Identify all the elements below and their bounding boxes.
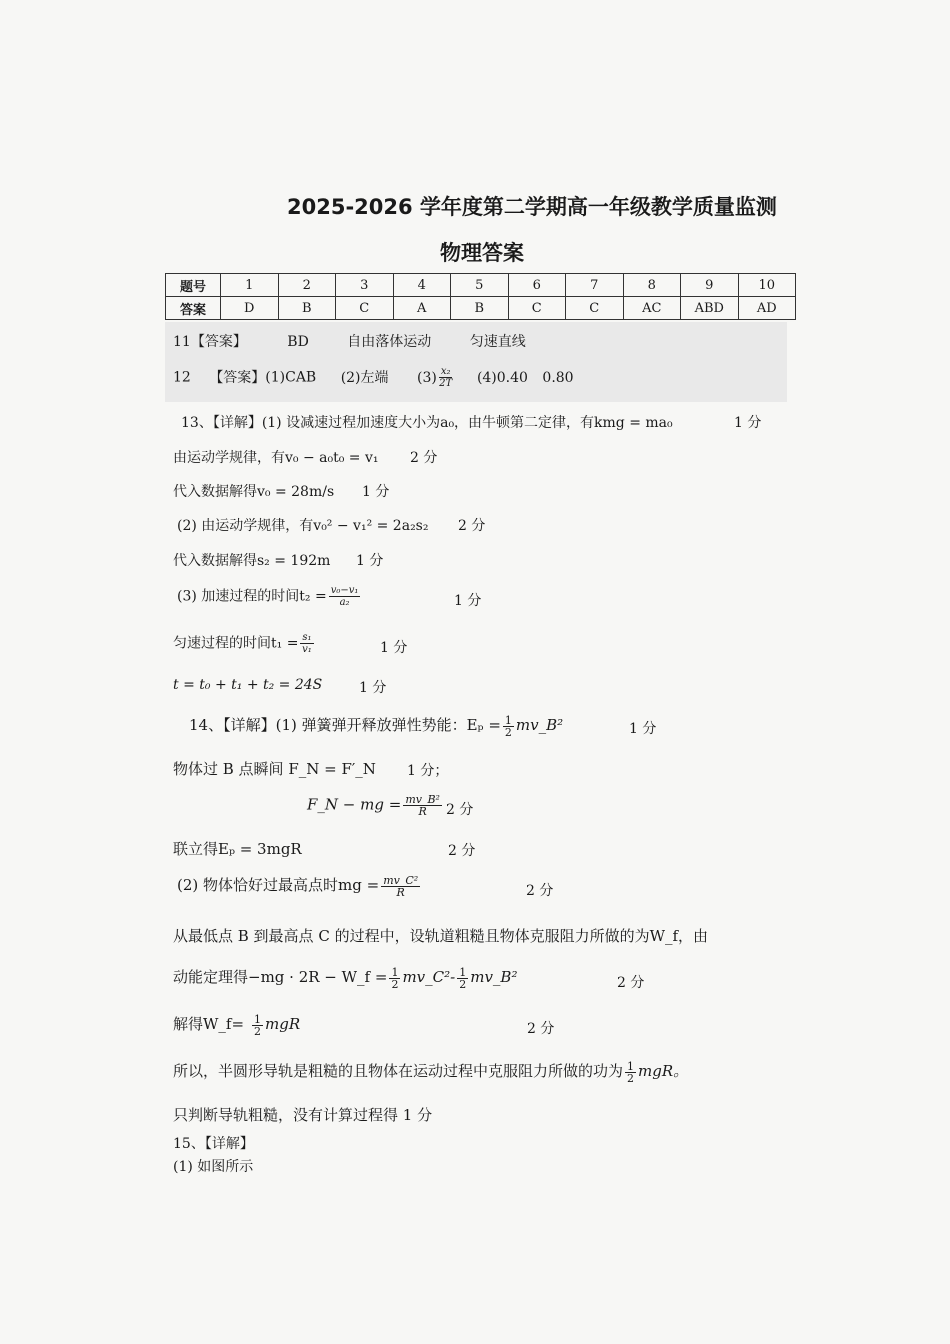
table-cell: A — [393, 297, 451, 320]
q13-line-7-score: 1 分 — [380, 640, 408, 656]
q13-line-7-num: s₁ — [302, 632, 312, 643]
q14-line-7-den-2: 2 — [459, 977, 467, 991]
q11-line — [173, 331, 526, 351]
q14-line-8-den: 2 — [254, 1024, 262, 1038]
q13-line-1-text: 13、【详解】(1) 设减速过程加速度大小为a₀，由牛顿第二定律，有kmg = ma₀ — [181, 415, 673, 431]
q13-line-6-num: v₀−v₁ — [330, 585, 359, 596]
q13-line-4: (2) 由运动学规律，有v₀² − v₁² = 2a₂s₂ — [177, 518, 429, 534]
table-cell: 10 — [738, 274, 796, 297]
q14-line-7-fraction-2 — [457, 967, 468, 990]
q14-line-1-num: 1 — [504, 713, 512, 727]
q13-line-6-score: 1 分 — [454, 593, 482, 609]
q14-line-7 — [173, 966, 517, 990]
q13-line-6 — [177, 585, 362, 608]
q12-part-3: (3) — [416, 369, 437, 386]
q14-line-7-mid: mv_C²- — [402, 968, 456, 986]
q14-line-6: 从最低点 B 到最高点 C 的过程中，设轨道粗糙且物体克服阻力所做的为W_f，由 — [173, 927, 709, 945]
table-cell: B — [451, 297, 509, 320]
q13-line-2-score: 2 分 — [410, 450, 438, 466]
q13-line-5: 代入数据解得s₂ = 192m — [173, 553, 331, 569]
q14-line-2: 物体过 B 点瞬间 F_N = F′_N — [173, 760, 376, 778]
q12-part-4: (4)0.40 — [476, 369, 528, 386]
document-title: 2025-2026 学年度第二学期高一年级教学质量监测 — [287, 195, 777, 219]
table-cell: AC — [623, 297, 681, 320]
q13-line-1 — [181, 412, 673, 432]
q12-tag: 【答案】 — [209, 369, 266, 386]
table-cell: 1 — [221, 274, 279, 297]
table-cell: ABD — [681, 297, 739, 320]
q14-line-7-den-1: 2 — [391, 977, 399, 991]
q14-line-1-text: 14、【详解】(1) 弹簧弹开释放弹性势能：Eₚ = — [189, 716, 501, 734]
q14-line-8-text: 解得W_f= — [173, 1015, 245, 1033]
q13-line-1-score: 1 分 — [734, 415, 762, 431]
q14-line-9-tail: mgR。 — [638, 1062, 689, 1080]
q12-fraction-num: x₂ — [440, 366, 451, 377]
q15-line-1: 15、【详解】 — [173, 1136, 254, 1152]
q14-line-5-score: 2 分 — [526, 883, 554, 899]
q12-part-5: 0.80 — [542, 369, 574, 386]
q14-line-3-num: mv_B² — [405, 793, 440, 806]
document-subtitle: 物理答案 — [440, 241, 524, 265]
q14-line-8-num: 1 — [254, 1012, 262, 1026]
q14-line-3-text: F_N − mg = — [307, 795, 402, 814]
q14-line-1-score: 1 分 — [629, 721, 657, 737]
row-label-answers: 答案 — [166, 297, 221, 320]
q13-line-7 — [173, 632, 316, 655]
table-cell: C — [336, 297, 394, 320]
table-cell: 9 — [681, 274, 739, 297]
row-label-numbers: 题号 — [166, 274, 221, 297]
q14-line-5-text: (2) 物体恰好过最高点时mg = — [177, 876, 380, 894]
q14-line-4: 联立得Eₚ = 3mgR — [173, 840, 302, 858]
q14-line-7-text: 动能定理得−mg · 2R − W_f = — [173, 968, 388, 986]
q14-line-5 — [177, 874, 422, 898]
q14-line-5-fraction — [381, 875, 420, 898]
q15-line-2: (1) 如图所示 — [173, 1159, 254, 1175]
q14-line-8-fraction — [252, 1014, 263, 1037]
q11-answer-1: BD — [287, 334, 309, 350]
q14-line-7-fraction-1 — [389, 967, 400, 990]
q14-line-8-score: 2 分 — [527, 1021, 555, 1037]
q14-line-3-score: 2 分 — [446, 802, 474, 818]
q14-line-1 — [189, 714, 563, 738]
q12-part-1: (1)CAB — [265, 369, 317, 386]
q14-line-3 — [307, 794, 444, 817]
table-cell: 7 — [566, 274, 624, 297]
q14-line-9-num: 1 — [627, 1059, 635, 1073]
q11-tag: 【答案】 — [190, 334, 247, 350]
answer-table — [165, 273, 796, 320]
q12-line — [173, 366, 574, 389]
q13-line-5-score: 1 分 — [356, 553, 384, 569]
q14-line-5-num: mv_C² — [383, 873, 419, 887]
q14-line-2-score: 1 分； — [407, 763, 449, 779]
table-cell: D — [221, 297, 279, 320]
table-cell: 5 — [451, 274, 509, 297]
q11-number: 11 — [173, 334, 191, 350]
table-cell: 2 — [278, 274, 336, 297]
q13-line-8: t = t₀ + t₁ + t₂ = 24S — [173, 677, 323, 693]
q12-fraction-den: 2T — [439, 378, 453, 389]
q13-line-3: 代入数据解得v₀ = 28m/s — [173, 484, 335, 500]
q11-answer-3: 匀速直线 — [469, 334, 526, 350]
q14-line-8 — [173, 1013, 300, 1037]
q14-line-9-text: 所以，半圆形导轨是粗糙的且物体在运动过程中克服阻力所做的功为 — [173, 1062, 624, 1080]
q14-line-10: 只判断导轨粗糙，没有计算过程得 1 分 — [173, 1106, 433, 1124]
q14-line-3-fraction — [403, 794, 442, 817]
q14-line-1-fraction — [503, 715, 514, 738]
q12-fraction — [439, 366, 453, 389]
q13-line-7-text: 匀速过程的时间t₁ = — [173, 635, 299, 652]
q14-line-5-den: R — [396, 885, 405, 899]
table-cell: B — [278, 297, 336, 320]
table-cell: AD — [738, 297, 796, 320]
q12-part-2: (2)左端 — [340, 369, 389, 386]
table-cell: C — [566, 297, 624, 320]
table-row-numbers — [166, 274, 796, 297]
table-cell: 3 — [336, 274, 394, 297]
q13-line-3-score: 1 分 — [362, 484, 390, 500]
table-row-answers — [166, 297, 796, 320]
q13-line-4-score: 2 分 — [458, 518, 486, 534]
q14-line-9-den: 2 — [627, 1071, 635, 1085]
q14-line-7-num-2: 1 — [459, 965, 467, 979]
q14-line-4-score: 2 分 — [448, 843, 476, 859]
q13-line-7-fraction — [300, 632, 313, 655]
q14-line-1-den: 2 — [504, 725, 512, 739]
q14-line-8-tail: mgR — [265, 1015, 301, 1033]
table-cell: 8 — [623, 274, 681, 297]
q13-line-8-score: 1 分 — [359, 680, 387, 696]
q14-line-7-score: 2 分 — [617, 975, 645, 991]
q13-line-2: 由运动学规律，有v₀ − a₀t₀ = v₁ — [173, 450, 379, 466]
q13-line-6-text: (3) 加速过程的时间t₂ = — [177, 588, 327, 605]
q14-line-7-num-1: 1 — [391, 965, 399, 979]
q14-line-1-tail: mv_B² — [515, 716, 564, 734]
q14-line-7-tail: mv_B² — [470, 968, 518, 986]
q13-line-6-fraction — [329, 585, 361, 608]
q14-line-9-fraction — [625, 1061, 636, 1084]
table-cell: 6 — [508, 274, 566, 297]
q14-line-9 — [173, 1060, 688, 1084]
table-cell: 4 — [393, 274, 451, 297]
q13-line-7-den: v₁ — [302, 644, 312, 655]
q11-answer-2: 自由落体运动 — [347, 334, 432, 350]
q13-line-6-den: a₂ — [339, 597, 350, 608]
q12-number: 12 — [173, 369, 191, 386]
table-cell: C — [508, 297, 566, 320]
q14-line-3-den: R — [418, 805, 427, 818]
